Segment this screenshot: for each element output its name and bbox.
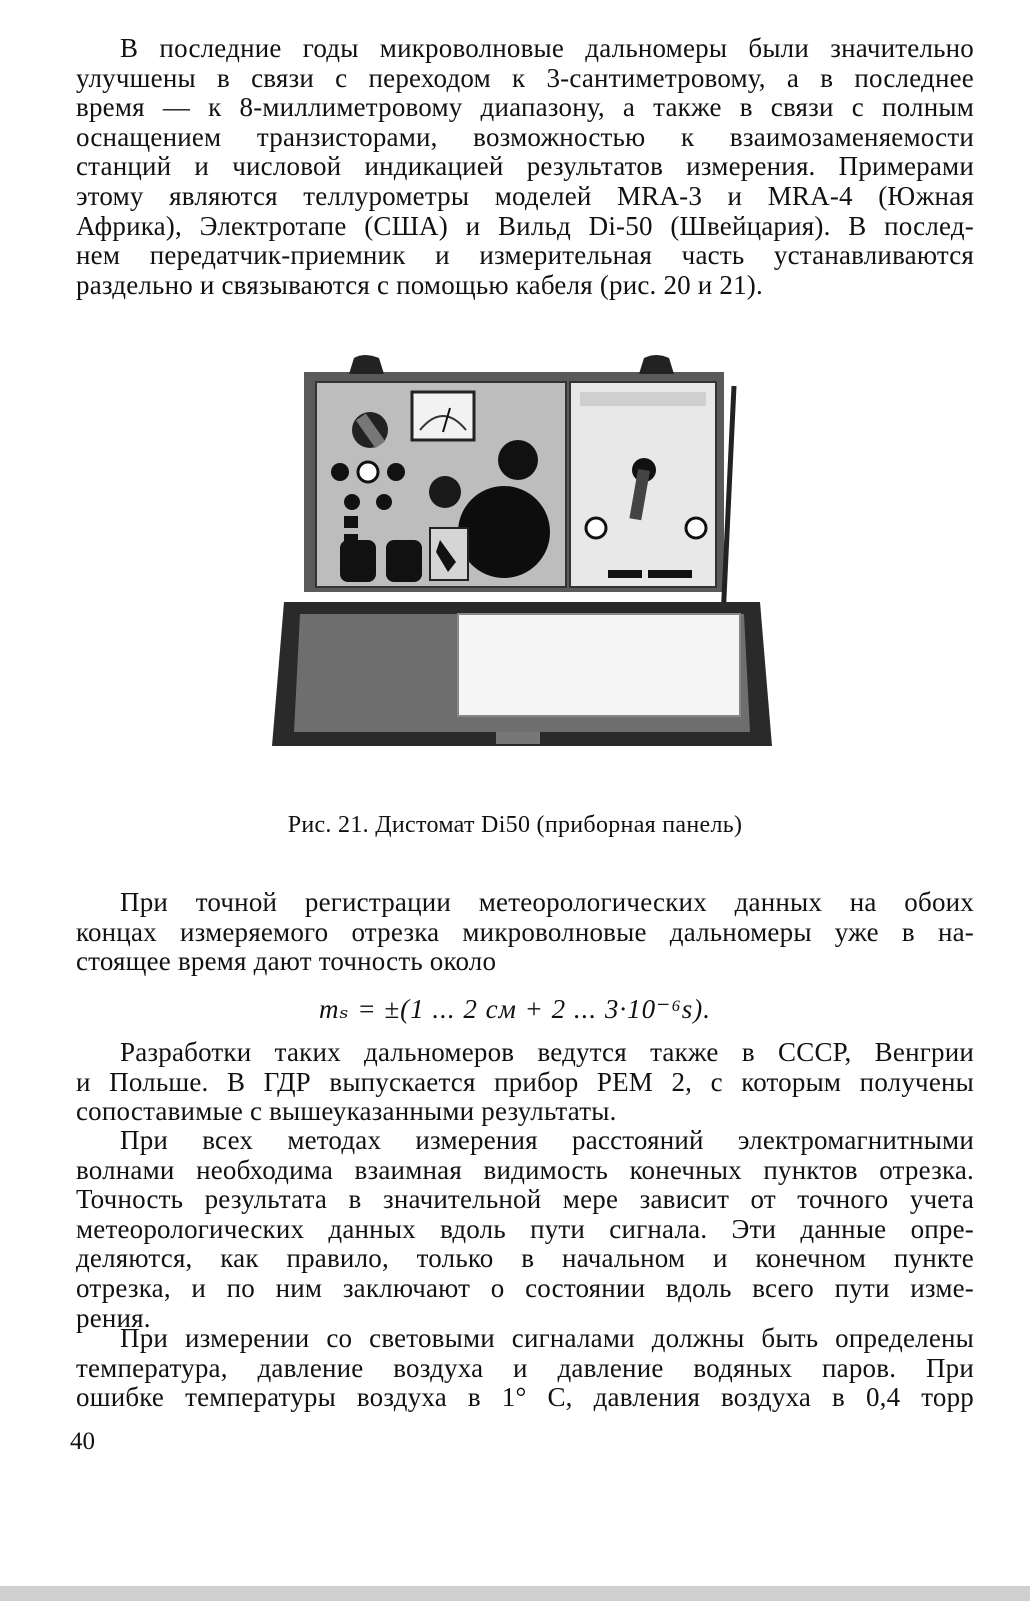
text-line: При измерении со световыми сигналами должны быть определены xyxy=(120,1323,974,1353)
paragraph-5 xyxy=(76,1324,974,1413)
text-line: рения. xyxy=(76,1302,151,1333)
text-line: Африка), Электротапе (США) и Вильд Di-50 (Швейцария). В послед- xyxy=(76,210,974,241)
text-line: раздельно и связываются с помощью кабеля (рис. 20 и 21). xyxy=(76,269,763,300)
text-line: Разработки таких дальномеров ведутся также в СССР, Венгрии xyxy=(120,1037,974,1067)
text-line: улучшены в связи с переходом к 3-сантиметровому, а в последнее xyxy=(76,62,974,93)
scan-bottom-edge xyxy=(0,1586,1030,1601)
text-line: метеорологических данных вдоль пути сигнала. Эти данные опре- xyxy=(76,1213,974,1244)
text-line: В последние годы микроволновые дальномеры были значительно xyxy=(120,33,974,63)
text-line: сопоставимые с вышеуказанными результаты. xyxy=(76,1096,617,1127)
distomat-photo xyxy=(244,352,788,768)
text-line: При точной регистрации метеорологических данных на обоих xyxy=(120,887,974,917)
text-line: температура, давление воздуха и давление водяных паров. При xyxy=(76,1352,974,1383)
text-line: оснащением транзисторами, возможностью к взаимозаменяемости xyxy=(76,121,974,152)
text-line: стоящее время дают точность около xyxy=(76,946,497,977)
text-line: концах измеряемого отрезка микроволновые дальномеры уже в на- xyxy=(76,916,974,947)
paragraph-2 xyxy=(76,888,974,977)
figure-caption: Рис. 21. Дистомат Di50 (приборная панель) xyxy=(287,812,743,838)
text-line: отрезка, и по ним заключают о состоянии вдоль всего пути изме- xyxy=(76,1272,974,1303)
paragraph-3 xyxy=(76,1038,974,1127)
text-line: деляются, как правило, только в начальном и конечном пункте xyxy=(76,1243,974,1274)
text-line: этому являются теллурометры моделей MRA-3 и MRA-4 (Южная xyxy=(76,180,974,211)
paragraph-1 xyxy=(76,34,974,300)
text-line: волнами необходима взаимная видимость конечных пунктов отрезка. xyxy=(76,1154,974,1185)
page-number: 40 xyxy=(70,1428,95,1455)
text-line: и Польше. В ГДР выпускается прибор РЕМ 2, с которым получены xyxy=(76,1066,974,1097)
text-line: станций и числовой индикацией результатов измерения. Примерами xyxy=(76,151,974,182)
text-line: ошибке температуры воздуха в 1° С, давления воздуха в 0,4 торр xyxy=(76,1382,974,1413)
text-line: нем передатчик-приемник и измерительная часть устанавливаются xyxy=(76,240,974,271)
text-line: Точность результата в значительной мере зависит от точного учета xyxy=(76,1184,974,1215)
accuracy-formula: mₛ = ±(1 ... 2 см + 2 ... 3·10⁻⁶s). xyxy=(319,994,711,1024)
text-line: время — к 8-миллиметровому диапазону, а также в связи с полным xyxy=(76,92,974,123)
text-line: При всех методах измерения расстояний электромагнитными xyxy=(120,1125,974,1155)
paragraph-4 xyxy=(76,1126,974,1333)
